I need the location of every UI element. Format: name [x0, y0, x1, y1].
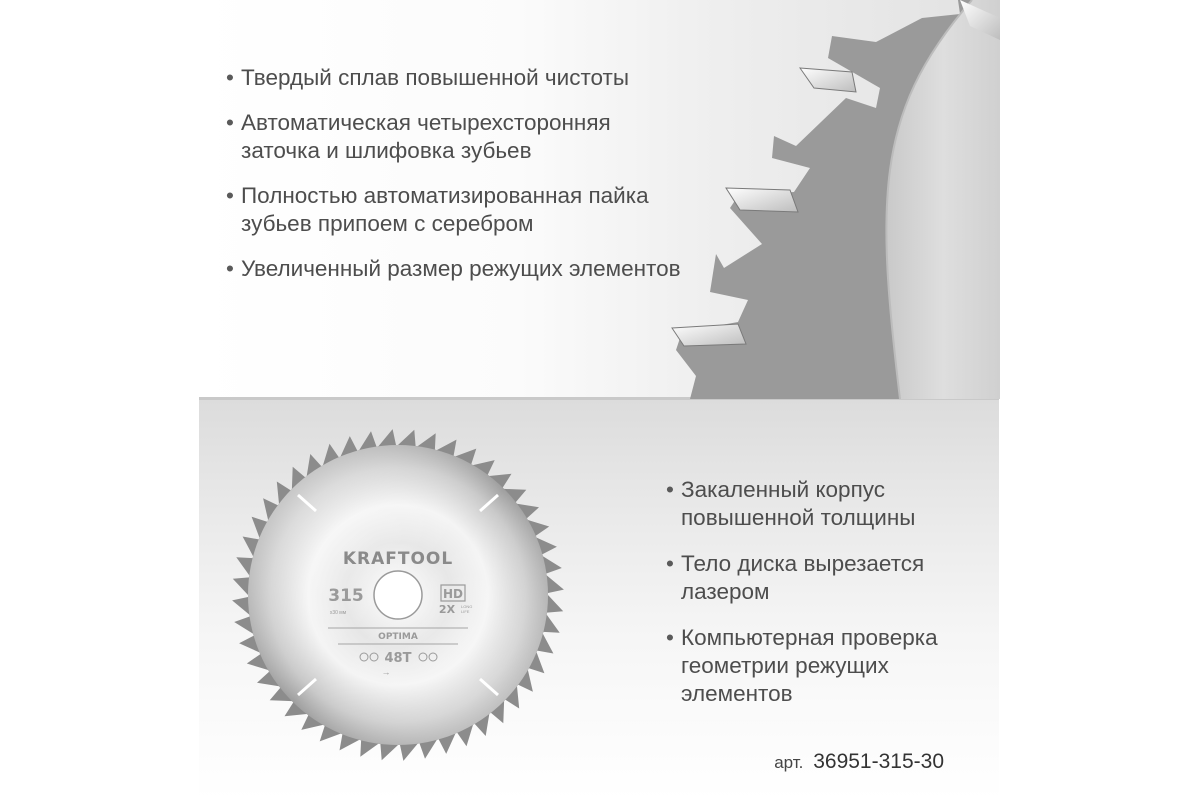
rotation-arrow-icon: → [381, 667, 391, 677]
article-number [774, 750, 944, 774]
hd-badge-sub: 2X [438, 603, 456, 616]
feature-item: • Твердый сплав повышенной чистоты [226, 64, 686, 92]
hd-badge: HD [442, 587, 464, 601]
feature-item: • Компьютерная проверка геометрии режущих элементов [666, 624, 986, 708]
feature-item: • Тело диска вырезается лазером [666, 550, 986, 606]
article-code: 36951-315-30 [813, 750, 944, 773]
feature-item: • Полностью автоматизированная пайка зубьев припоем с серебром [226, 182, 686, 238]
disc-brand: KRAFTOOL [342, 549, 454, 569]
disc-arbor-hole [374, 571, 422, 619]
feature-item: • Закаленный корпус повышенной толщины [666, 476, 986, 532]
top-feature-list [226, 64, 686, 300]
disc-series: OPTIMA [378, 632, 418, 642]
disc-bore: x30 мм [329, 610, 347, 616]
disc-teeth-count: 48T [384, 651, 412, 666]
saw-disc-illustration [228, 425, 568, 765]
tooth-tip [672, 324, 746, 346]
hd-badge-note: LONG [461, 604, 473, 609]
article-prefix: арт. [774, 753, 804, 772]
disc-diameter: 315 [328, 586, 364, 606]
bottom-feature-list [666, 476, 986, 726]
tooth-tip [800, 68, 856, 92]
feature-item: • Автоматическая четырехсторонняя заточка и шлифовка зубьев [226, 109, 686, 165]
feature-item: • Увеличенный размер режущих элементов [226, 255, 686, 283]
hd-badge-note: LIFE [461, 609, 470, 614]
